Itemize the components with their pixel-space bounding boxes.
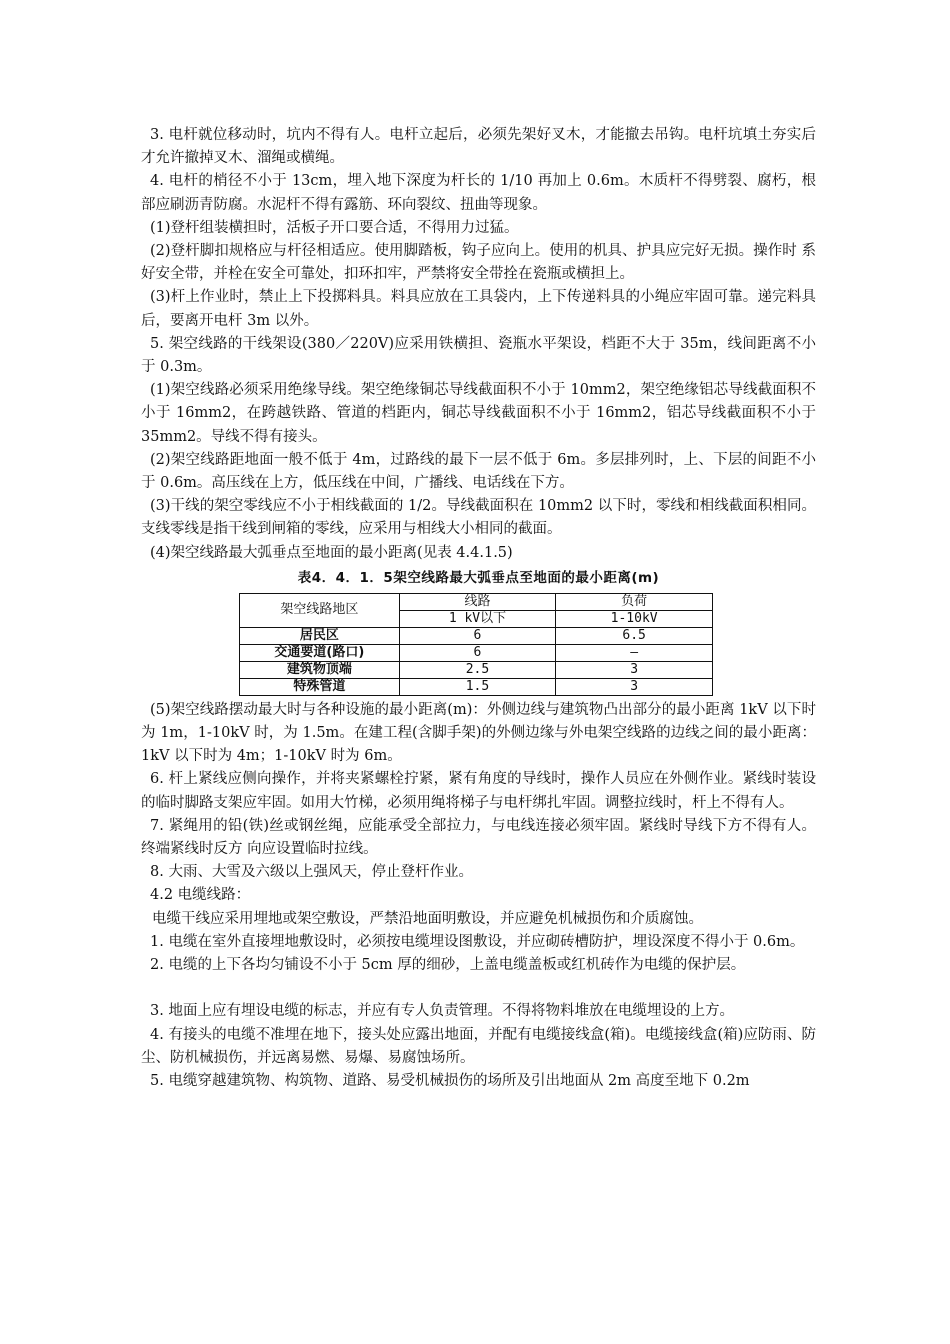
cell-low: 6 [399,644,556,661]
paragraph-5-2-height: (2)架空线路距地面一般不低于 4m，过路线的最下一层不低于 6m。多层排列时，上、下层的间距不小于 0.6m。高压线在上方，低压线在中间，广播线、电话线在下方。 [141,451,816,492]
section-heading-4-2: 4.2 电缆线路： [150,887,251,904]
header-area: 架空线路地区 [240,593,400,627]
table-row [240,627,713,644]
paragraph-5-4-sag: (4)架空线路最大弧垂点至地面的最小距离(见表 4.4.1.5) [150,544,513,561]
paragraph-cable-2: 2. 电缆的上下各均匀铺设不小于 5cm 厚的细砂，上盖电缆盖板或红机砖作为电缆的保护层。 [150,957,746,974]
cell-area: 居民区 [240,627,400,644]
cell-high: 3 [556,661,713,678]
header-line: 线路 [399,593,556,610]
document-body [141,124,816,1093]
header-load: 负荷 [556,593,713,610]
cell-area: 特殊管道 [240,678,400,695]
cell-high: — [556,644,713,661]
paragraph-4-3-pole-work: (3)杆上作业时，禁止上下投掷料具。料具应放在工具袋内，上下传递料具的小绳应牢固可靠。递完料具后，要离开电杆 3m 以外。 [141,289,816,329]
blank-line [141,977,816,1000]
paragraph-cable-5: 5. 电缆穿越建筑物、构筑物、道路、易受机械损伤的场所及引出地面从 2m 高度至地下 0.2m [150,1072,750,1089]
paragraph-7-tension-wire: 7. 紧绳用的铅(铁)丝或钢丝绳，应能承受全部拉力，与电线连接必须牢固。紧线时导线下方不得有人。终端紧线时反方 向应设置临时拉线。 [141,817,816,858]
paragraph-3-pole-positioning: 3. 电杆就位移动时，坑内不得有人。电杆立起后，必须先架好叉木，才能撤去吊钩。电杆坑填土夯实后才允许撤掉叉木、溜绳或横绳。 [141,127,816,167]
table-header-row [240,593,713,610]
paragraph-cable-intro: 电缆干线应采用埋地或架空敷设，严禁沿地面明敷设，并应避免机械损伤和介质腐蚀。 [152,910,703,927]
paragraph-cable-1: 1. 电缆在室外直接埋地敷设时，必须按电缆埋设图敷设，并应砌砖槽防护，埋设深度不得小于 0.6m。 [150,933,805,950]
paragraph-cable-4: 4. 有接头的电缆不准埋在地下，接头处应露出地面，并配有电缆接线盒(箱)。电缆接线盒(箱)应防雨、防尘、防机械损伤，并远离易燃、易爆、易腐蚀场所。 [141,1026,816,1066]
cell-low: 2.5 [399,661,556,678]
cell-high: 3 [556,678,713,695]
clearance-table [239,593,713,696]
table-row [240,644,713,661]
paragraph-5-5-swing-distance: (5)架空线路摆动最大时与各种设施的最小距离(m)：外侧边线与建筑物凸出部分的最小距离 1kV 以下时为 1m，1-10kV 时，为 1.5m。在建工程(含脚手架)的外侧边缘与外电架空线路的边线之间的最小距离：1kV 以下时为 4m；1-10kV 时为 6m。 [141,701,816,765]
paragraph-4-2-climbing: (2)登杆脚扣规格应与杆径相适应。使用脚踏板，钩子应向上。使用的机具、护具应完好无损。操作时 系好安全带，并栓在安全可靠处，扣环扣牢，严禁将安全带拴在瓷瓶或横担上。 [141,243,816,283]
paragraph-4-1-crossarm: (1)登杆组装横担时，活板子开口要合适，不得用力过猛。 [150,219,519,236]
cell-low: 1.5 [399,678,556,695]
paragraph-8-weather: 8. 大雨、大雪及六级以上强风天，停止登杆作业。 [150,864,473,881]
paragraph-6-tensioning: 6. 杆上紧线应侧向操作，并将夹紧螺栓拧紧，紧有角度的导线时，操作人员应在外侧作业。紧线时装设的临时脚路支架应牢固。如用大竹梯，必须用绳将梯子与电杆绑扎牢固。调整拉线时，杆上不得有人。 [141,771,816,811]
table-caption: 表4．4．1．5架空线路最大弧垂点至地面的最小距离(m) [297,569,660,586]
paragraph-cable-3: 3. 地面上应有埋设电缆的标志，并应有专人负责管理。不得将物料堆放在电缆埋设的上方。 [150,1003,734,1020]
table-row [240,678,713,695]
paragraph-5-1-insulated-wire: (1)架空线路必须采用绝缘导线。架空绝缘铜芯导线截面积不小于 10mm2，架空绝缘铝芯导线截面积不小于 16mm2，在跨越铁路、管道的档距内，铜芯导线截面积不小于 16mm2，铝芯导线截面积不小于 35mm2。导线不得有接头。 [141,382,816,445]
cell-area: 交通要道(路口) [240,644,400,661]
table-row [240,661,713,678]
paragraph-5-overhead-line: 5. 架空线路的干线架设(380／220V)应采用铁横担、瓷瓶水平架设，档距不大于 35m，线间距离不小于 0.3m。 [141,335,816,376]
subheader-load: 1-10kV [556,610,713,627]
subheader-line: 1 kV以下 [399,610,556,627]
paragraph-4-pole-diameter: 4. 电杆的梢径不小于 13cm，埋入地下深度为杆长的 1/10 再加上 0.6m。木质杆不得劈裂、腐朽，根部应刷沥青防腐。水泥杆不得有露筋、环向裂纹、扭曲等现象。 [141,173,816,213]
cell-low: 6 [399,627,556,644]
cell-high: 6.5 [556,627,713,644]
paragraph-5-3-neutral: (3)干线的架空零线应不小于相线截面的 1/2。导线截面积在 10mm2 以下时，零线和相线截面积相同。支线零线是指干线到闸箱的零线，应采用与相线大小相同的截面。 [141,498,816,538]
cell-area: 建筑物顶端 [240,661,400,678]
